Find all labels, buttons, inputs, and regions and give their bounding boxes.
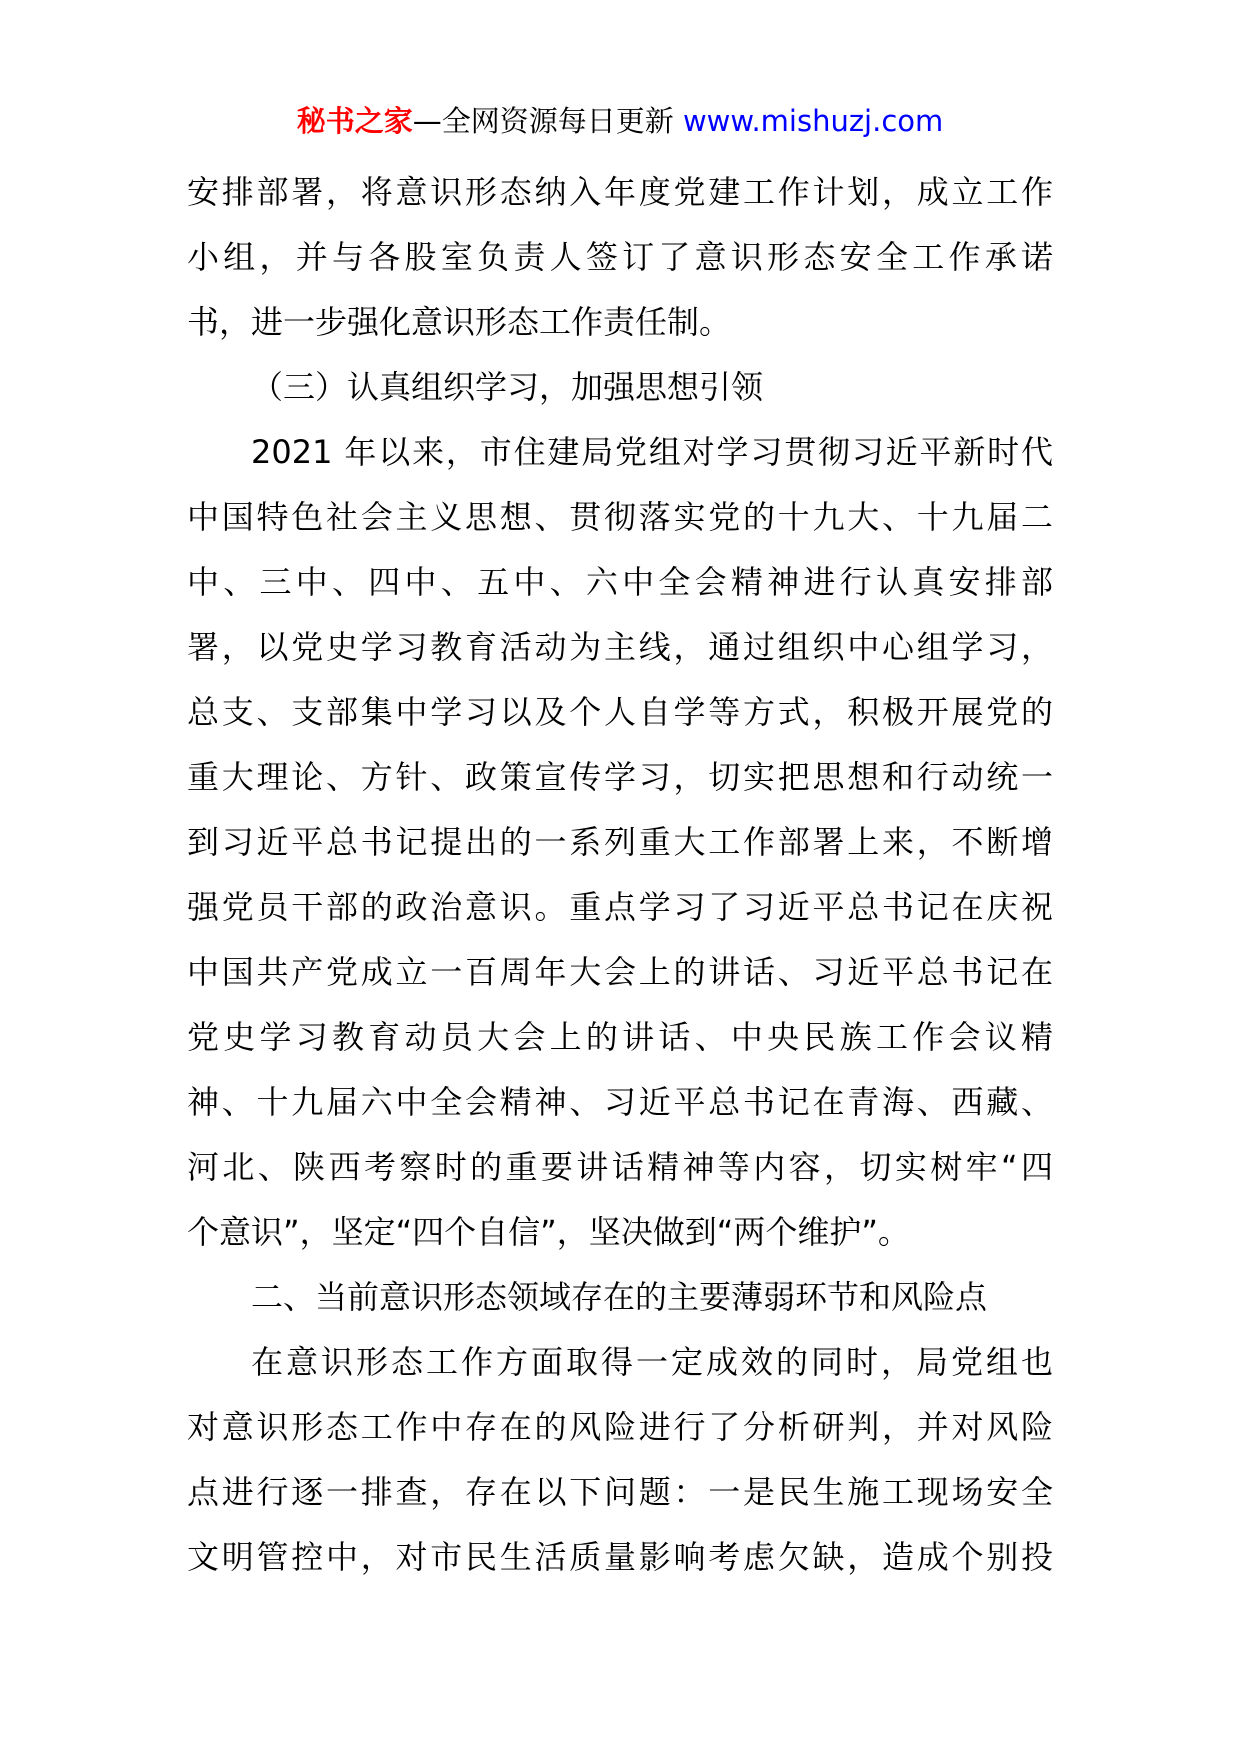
text-line: 点进行逐一排查，存在以下问题：一是民生施工现场安全	[187, 1473, 1053, 1511]
header-slogan: —全网资源每日更新	[412, 104, 683, 138]
text-line: 在意识形态工作方面取得一定成效的同时，局党组也	[251, 1343, 1053, 1381]
section-heading: （三）认真组织学习，加强思想引领	[251, 368, 764, 406]
text-line: 安排部署，将意识形态纳入年度党建工作计划，成立工作	[187, 173, 1053, 211]
text-line: 个意识”，坚定“四个自信”，坚决做到“两个维护”。	[187, 1213, 910, 1251]
text-line: 神、十九届六中全会精神、习近平总书记在青海、西藏、	[187, 1083, 1053, 1121]
text-line: 文明管控中，对市民生活质量影响考虑欠缺，造成个别投	[187, 1538, 1053, 1576]
text-line: 党史学习教育动员大会上的讲话、中央民族工作会议精	[187, 1018, 1053, 1056]
site-url-link[interactable]: www.mishuzj.com	[682, 104, 944, 138]
text-line: 中、三中、四中、五中、六中全会精神进行认真安排部	[187, 563, 1053, 601]
brand-name: 秘书之家	[296, 104, 413, 138]
text-line: 对意识形态工作中存在的风险进行了分析研判，并对风险	[187, 1408, 1053, 1446]
section-heading: 二、当前意识形态领域存在的主要薄弱环节和风险点	[251, 1278, 988, 1316]
text-line: 署，以党史学习教育活动为主线，通过组织中心组学习，	[187, 628, 1053, 666]
text-line: 中国共产党成立一百周年大会上的讲话、习近平总书记在	[187, 953, 1053, 991]
text-line: 中国特色社会主义思想、贯彻落实党的十九大、十九届二	[187, 498, 1053, 536]
text-line: 河北、陕西考察时的重要讲话精神等内容，切实树牢“四	[187, 1148, 1053, 1186]
text-line: 到习近平总书记提出的一系列重大工作部署上来，不断增	[187, 823, 1053, 861]
site-header	[0, 103, 1240, 139]
text-line: 2021 年以来，市住建局党组对学习贯彻习近平新时代	[251, 433, 1053, 471]
text-line: 小组，并与各股室负责人签订了意识形态安全工作承诺	[187, 238, 1053, 276]
text-line: 总支、支部集中学习以及个人自学等方式，积极开展党的	[187, 693, 1053, 731]
document-body	[187, 160, 1053, 1590]
text-line: 书，进一步强化意识形态工作责任制。	[187, 303, 732, 341]
text-line: 强党员干部的政治意识。重点学习了习近平总书记在庆祝	[187, 888, 1053, 926]
text-line: 重大理论、方针、政策宣传学习，切实把思想和行动统一	[187, 758, 1053, 796]
